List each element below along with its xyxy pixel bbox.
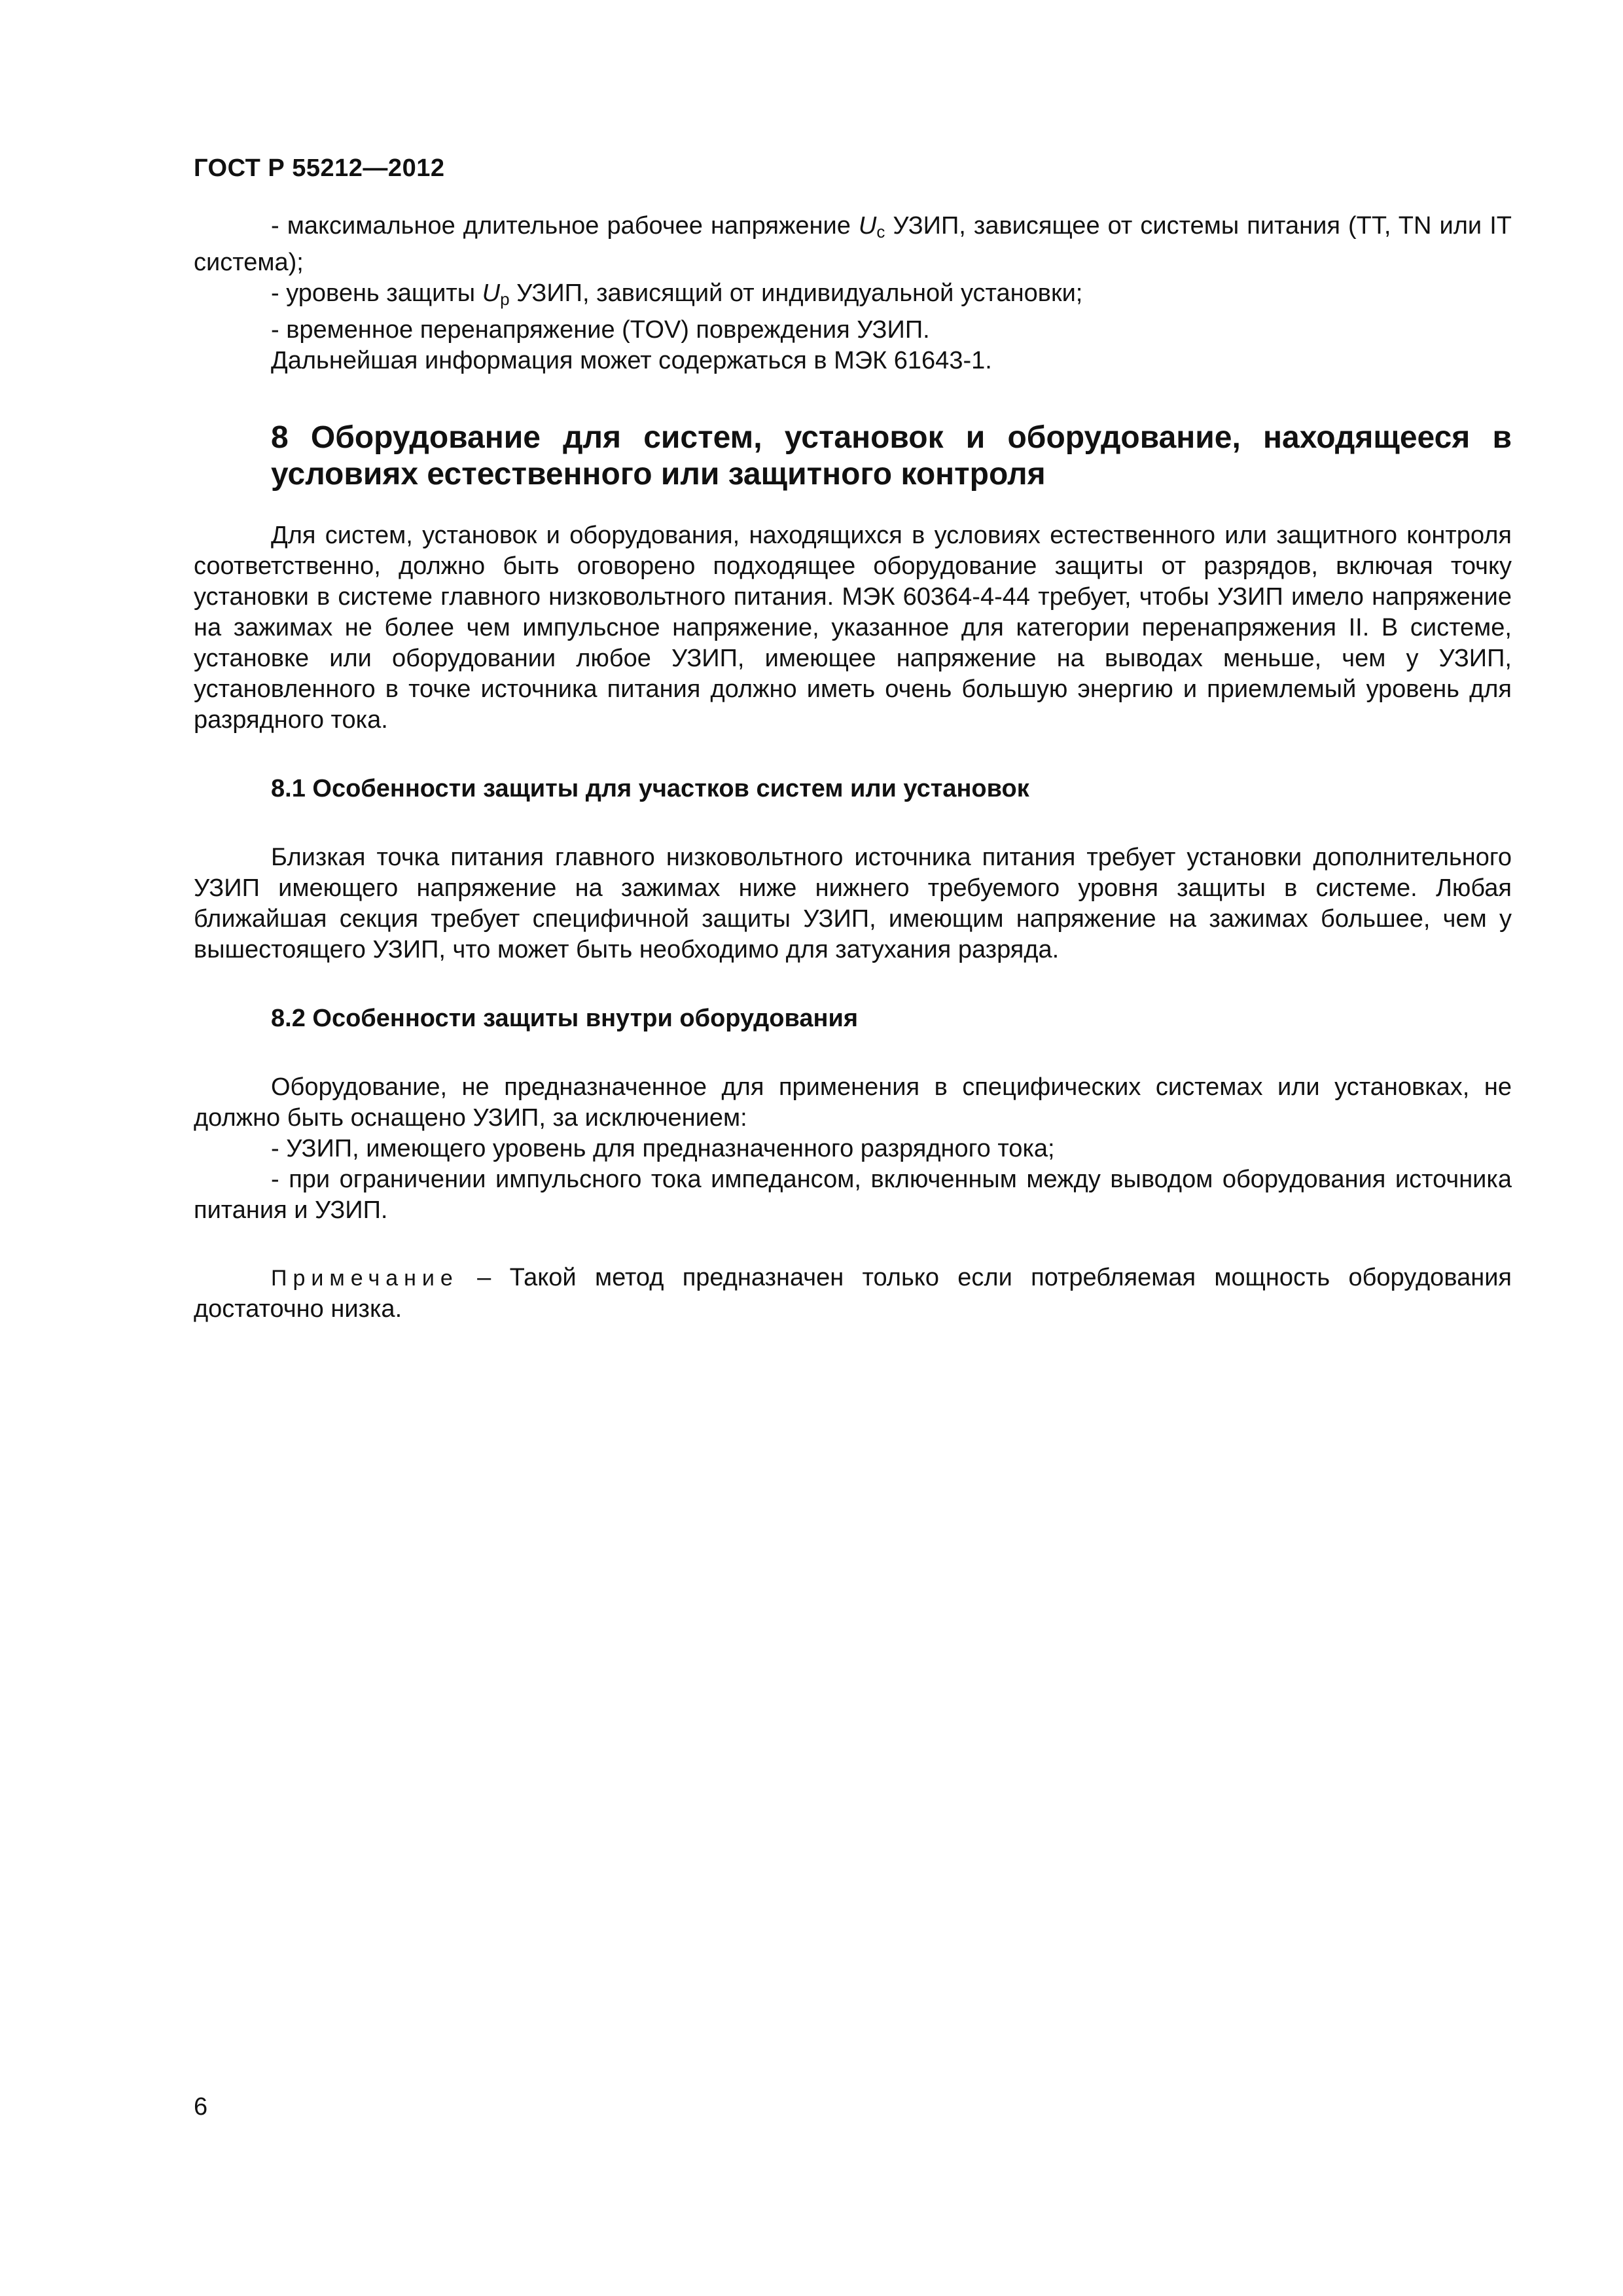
up-symbol-subscript: p bbox=[500, 289, 510, 309]
uc-symbol-letter: U bbox=[858, 212, 877, 240]
note bbox=[194, 1263, 1512, 1325]
intro-item-uc-after: УЗИП, зависящее от системы питания (TT, TN или IT система); bbox=[194, 212, 1512, 276]
intro-item-up-after: УЗИП, зависящий от индивидуальной установки; bbox=[509, 279, 1083, 307]
section-8-2-item-discharge: - УЗИП, имеющего уровень для предназначенного разрядного тока; bbox=[271, 1135, 1055, 1162]
section-8-1-heading: 8.1 Особенности защиты для участков систем или установок bbox=[271, 775, 1029, 802]
section-8-2-heading: 8.2 Особенности защиты внутри оборудования bbox=[271, 1005, 858, 1032]
up-symbol-letter: U bbox=[482, 279, 501, 307]
uc-symbol bbox=[859, 212, 885, 240]
up-symbol bbox=[482, 279, 510, 307]
intro-further-info: Дальнейшая информация может содержаться в МЭК 61643-1. bbox=[271, 347, 992, 374]
intro-item-uc-before: - максимальное длительное рабочее напряжение bbox=[271, 212, 859, 240]
section-8-1-paragraph: Близкая точка питания главного низковольтного источника питания требует установки дополнительного УЗИП имеющего напряжение на зажимах ниже нижнего требуемого уровня защиты в системе. Любая ближайшая секция требует специфичной защиты УЗИП, имеющим напряжение на зажимах большее, чем у вышестоящего УЗИП, что может быть необходимо для затухания разряда. bbox=[194, 844, 1512, 963]
section-8-2-item-impedance: - при ограничении импульсного тока импедансом, включенным между выводом оборудования источника питания и УЗИП. bbox=[194, 1166, 1512, 1224]
document-header bbox=[194, 154, 444, 183]
note-text: – Такой метод предназначен только если потребляемая мощность оборудования достаточно низка. bbox=[194, 1264, 1512, 1323]
page-number: 6 bbox=[194, 2093, 208, 2121]
standard-designation: ГОСТ Р 55212—2012 bbox=[194, 154, 445, 182]
page-content bbox=[194, 211, 1512, 1325]
uc-symbol-subscript: c bbox=[876, 222, 885, 242]
intro-item-up-before: - уровень защиты bbox=[271, 279, 482, 307]
section-8-heading: 8 Оборудование для систем, установок и оборудование, находящееся в условиях естественного или защитного контроля bbox=[271, 420, 1512, 492]
intro-item-up bbox=[194, 278, 1512, 315]
intro-item-uc bbox=[194, 211, 1512, 278]
section-8-paragraph: Для систем, установок и оборудования, находящихся в условиях естественного или защитного контроля соответственно, должно быть оговорено подходящее оборудование защиты от разрядов, включая точку установки в системе главного низковольтного питания. МЭК 60364-4-44 требует, чтобы УЗИП имело напряжение на зажимах не более чем импульсное напряжение, указанное для категории перенапряжения II. В системе, установке или оборудовании любое УЗИП, имеющее напряжение на выводах меньше, чем у УЗИП, установленного в точке источника питания должно иметь очень большую энергию и приемлемый уровень для разрядного тока. bbox=[194, 522, 1512, 734]
intro-item-tov: - временное перенапряжение (TOV) повреждения УЗИП. bbox=[271, 316, 930, 344]
note-label: Примечание bbox=[271, 1266, 459, 1291]
section-8-2-paragraph: Оборудование, не предназначенное для применения в специфических системах или установках, не должно быть оснащено УЗИП, за исключением: bbox=[194, 1073, 1512, 1132]
